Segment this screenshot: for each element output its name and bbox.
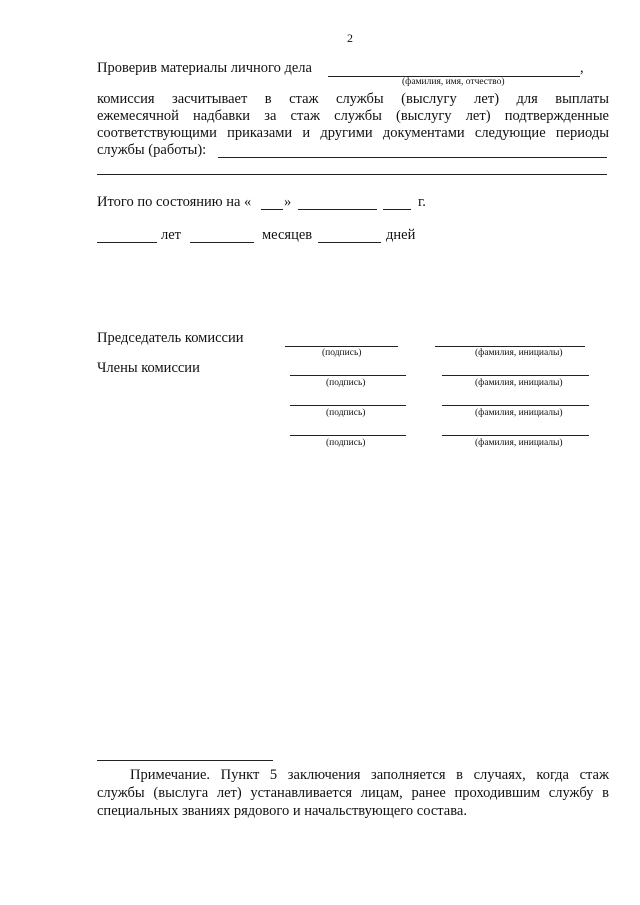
- page-number: 2: [347, 31, 353, 45]
- days-label: дней: [386, 227, 416, 243]
- chairman-signature-caption: (подпись): [322, 348, 362, 358]
- members-label: Члены комиссии: [97, 360, 200, 376]
- years-field-line: [97, 242, 157, 243]
- year-field-line: [383, 209, 411, 210]
- member3-signature-line: [290, 435, 406, 436]
- chairman-label: Председатель комиссии: [97, 330, 244, 346]
- months-field-line: [190, 242, 254, 243]
- member3-signature-caption: (подпись): [326, 438, 366, 448]
- member2-name-line: [442, 405, 589, 406]
- chairman-name-line: [435, 346, 585, 347]
- chairman-name-caption: (фамилия, инициалы): [475, 348, 563, 358]
- day-field-line: [261, 209, 283, 210]
- member1-name-caption: (фамилия, инициалы): [475, 378, 563, 388]
- member2-signature-line: [290, 405, 406, 406]
- body-line-3: соответствующими приказами и другими документами следующие периоды: [97, 125, 609, 141]
- note-line-2: службы (выслуга лет) устанавливается лицам, ранее проходившим службу в: [97, 785, 609, 801]
- periods-field-line-2: [97, 174, 607, 175]
- months-label: месяцев: [262, 227, 313, 243]
- member2-signature-caption: (подпись): [326, 408, 366, 418]
- member2-name-caption: (фамилия, инициалы): [475, 408, 563, 418]
- intro-lead: Проверив материалы личного дела: [97, 60, 312, 76]
- intro-comma: ,: [580, 60, 584, 76]
- days-field-line: [318, 242, 381, 243]
- body-line-1: комиссия засчитывает в стаж службы (выслугу лет) для выплаты: [97, 91, 609, 107]
- body-line-2: ежемесячной надбавки за стаж службы (выслугу лет) подтвержденные: [97, 108, 609, 124]
- footnote-separator: [97, 760, 273, 761]
- total-prefix: Итого по состоянию на «: [97, 194, 252, 210]
- member1-signature-caption: (подпись): [326, 378, 366, 388]
- years-label: лет: [161, 227, 182, 243]
- member3-name-caption: (фамилия, инициалы): [475, 438, 563, 448]
- member3-name-line: [442, 435, 589, 436]
- member1-name-line: [442, 375, 589, 376]
- chairman-signature-line: [285, 346, 398, 347]
- note-line-1: Примечание. Пункт 5 заключения заполняется в случаях, когда стаж: [130, 767, 609, 783]
- periods-field-line-1: [218, 157, 607, 158]
- year-suffix: г.: [418, 194, 426, 210]
- note-line-3: специальных званиях рядового и начальствующего состава.: [97, 803, 467, 819]
- full-name-caption: (фамилия, имя, отчество): [402, 77, 505, 87]
- month-field-line: [298, 209, 377, 210]
- member1-signature-line: [290, 375, 406, 376]
- body-line-4-prefix: службы (работы):: [97, 142, 207, 158]
- total-quote-close: »: [284, 194, 292, 210]
